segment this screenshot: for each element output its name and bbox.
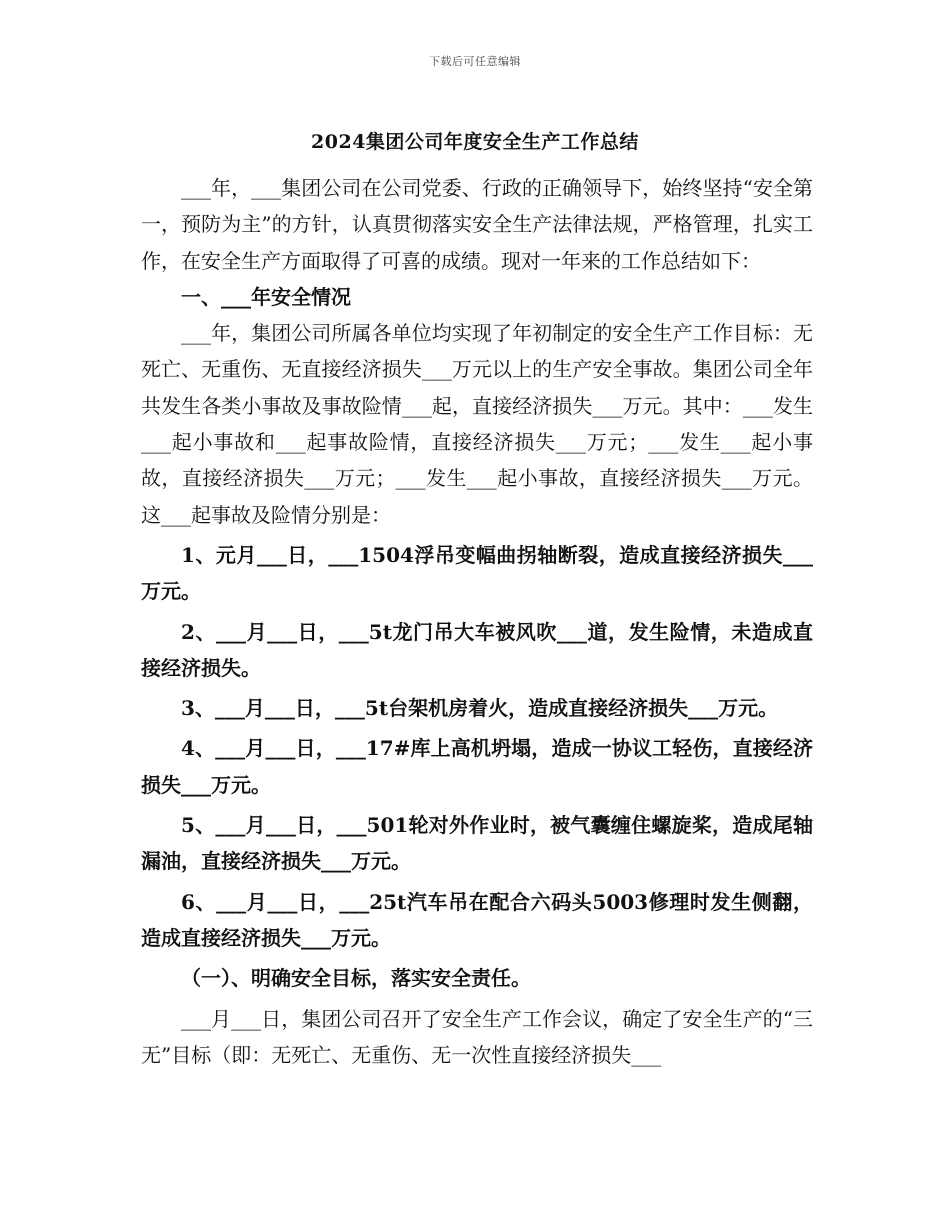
incident-item-6: 6、___月___日，___25t汽车吊在配合六码头5003修理时发生侧翻，造成直接经济损失___万元。: [141, 889, 813, 950]
document-title: 2024集团公司年度安全生产工作总结: [311, 131, 639, 153]
document-body: [141, 170, 813, 1073]
meeting-paragraph: ___月___日，集团公司召开了安全生产工作会议，确定了安全生产的“三无”目标（即：无死亡、无重伤、无一次性直接经济损失___: [141, 1006, 813, 1067]
section-heading-1: 一、___年安全情况: [181, 284, 351, 309]
intro-paragraph: ___年，___集团公司在公司党委、行政的正确领导下，始终坚持“安全第一，预防为主”的方针，认真贯彻落实安全生产法律法规，严格管理，扎实工作，在安全生产方面取得了可喜的成绩。现对一年来的工作总结如下：: [141, 176, 813, 273]
incident-item-5: 5、___月___日，___501轮对外作业时，被气囊缠住螺旋桨，造成尾轴漏油，直接经济损失___万元。: [141, 813, 813, 874]
subsection-heading-1: （一）、明确安全目标，落实安全责任。: [181, 966, 531, 991]
incident-item-3: 3、___月___日，___5t台架机房着火，造成直接经济损失___万元。: [181, 696, 779, 721]
incident-item-2: 2、___月___日，___5t龙门吊大车被风吹___道，发生险情，未造成直接经济损失。: [141, 619, 813, 680]
incident-item-4: 4、___月___日，___17#库上高机坍塌，造成一协议工轻伤，直接经济损失___万元。: [141, 736, 813, 797]
safety-summary-paragraph: ___年，集团公司所属各单位均实现了年初制定的安全生产工作目标：无死亡、无重伤、无直接经济损失___万元以上的生产安全事故。集团公司全年共发生各类小事故及事故险情___起，直接经济损失___万元。其中：___发生___起小事故和___起事故险情，直接经济损失___万元；___发生___起小事故，直接经济损失___万元；___发生___起小事故，直接经济损失___万元。这___起事故及险情分别是：: [141, 321, 813, 527]
incident-item-1: 1、元月___日，___1504浮吊变幅曲拐轴断裂，造成直接经济损失___万元。: [141, 542, 813, 604]
header-note: 下载后可任意编辑: [429, 55, 521, 68]
